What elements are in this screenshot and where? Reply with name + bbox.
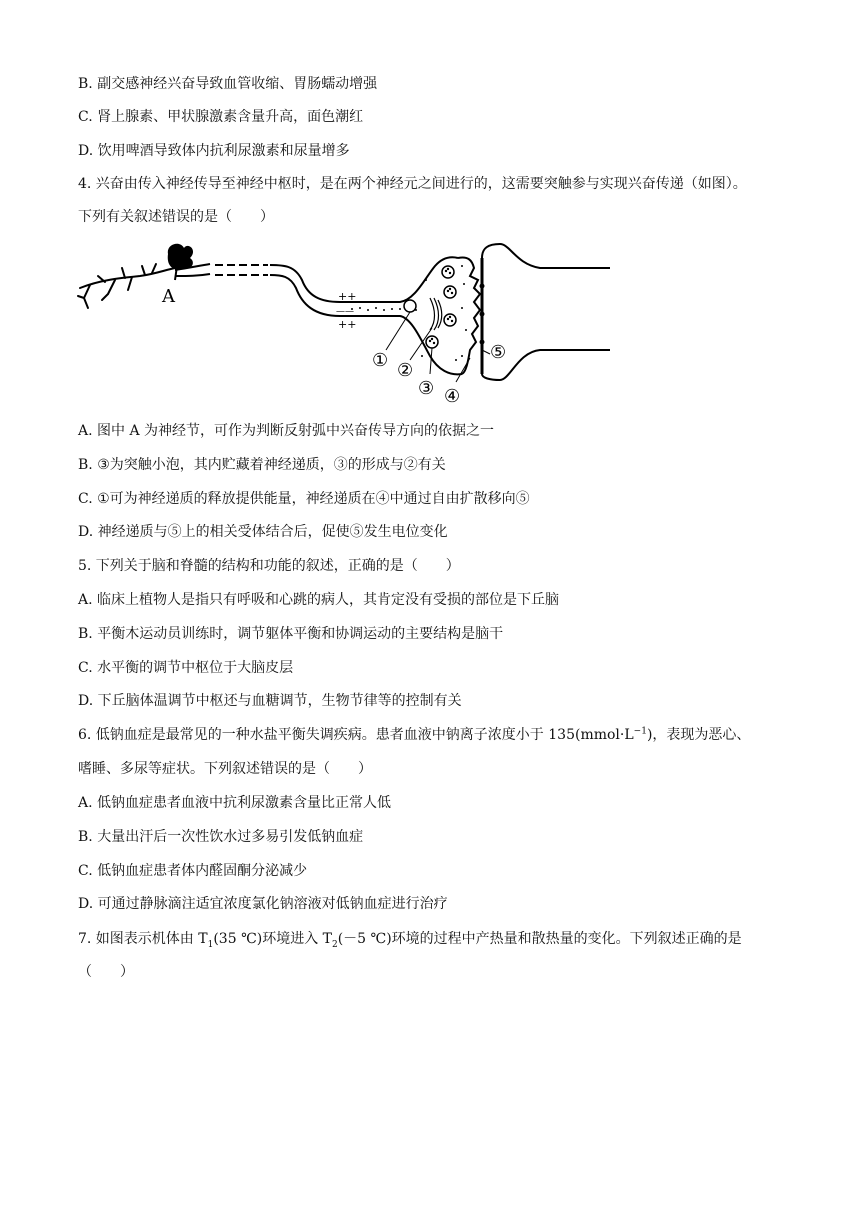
q4-option-d: D. 神经递质与⑤上的相关受体结合后，促使⑤发生电位变化 xyxy=(78,524,448,540)
axon-upper xyxy=(270,257,458,302)
cell-body xyxy=(168,244,193,270)
q5-option-a: A. 临床上植物人是指只有呼吸和心跳的病人，其肯定没有受损的部位是下丘脑 xyxy=(78,592,560,608)
charge-pos-bottom: ++ xyxy=(338,318,357,331)
q6-option-a: A. 低钠血症患者血液中抗利尿激素含量比正常人低 xyxy=(78,795,392,811)
marker-4: ④ xyxy=(444,386,461,407)
q7-t1-subscript: 1 xyxy=(207,939,214,950)
dendrites xyxy=(78,264,175,308)
q7-stem-part3: (－5 ℃)环境的过程中产热量和散热量的变化。下列叙述正确的是 xyxy=(337,931,742,947)
q4-option-c: C. ①可为神经递质的释放提供能量，神经递质在④中通过自由扩散移向⑤ xyxy=(78,491,530,507)
synapse-diagram xyxy=(70,238,615,413)
q7-t2-subscript: 2 xyxy=(331,939,338,950)
q6-option-b: B. 大量出汗后一次性饮水过多易引发低钠血症 xyxy=(78,829,364,845)
q4-option-b: B. ③为突触小泡，其内贮藏着神经递质，③的形成与②有关 xyxy=(78,457,446,473)
q5-option-d: D. 下丘脑体温调节中枢还与血糖调节，生物节律等的控制有关 xyxy=(78,693,462,709)
q5-stem: 5. 下列关于脑和脊髓的结构和功能的叙述，正确的是（ ） xyxy=(78,558,460,574)
q6-stem-superscript: −1 xyxy=(633,726,647,737)
marker-1: ① xyxy=(372,350,389,371)
marker-2: ② xyxy=(397,360,414,381)
q3-option-c: C. 肾上腺素、甲状腺激素含量升高，面色潮红 xyxy=(78,109,364,125)
q6-stem-line2: 嗜睡、多尿等症状。下列叙述错误的是（ ） xyxy=(78,761,372,777)
label-a: A xyxy=(162,286,175,307)
charge-neg-top: —— xyxy=(336,307,354,317)
golgi-apparatus xyxy=(430,298,442,330)
q6-stem-line1 xyxy=(78,725,750,745)
q5-option-c: C. 水平衡的调节中枢位于大脑皮层 xyxy=(78,660,294,676)
q4-option-a: A. 图中 A 为神经节，可作为判断反射弧中兴奋传导方向的依据之一 xyxy=(78,423,495,439)
q4-stem-line1: 4. 兴奋由传入神经传导至神经中枢时，是在两个神经元之间进行的，这需要突触参与实现兴奋传递（如图）。 xyxy=(78,176,747,192)
synaptic-vesicles xyxy=(404,266,456,348)
q7-stem-line2: （ ） xyxy=(78,964,134,980)
charge-pos-top: ++ xyxy=(338,290,357,303)
q7-stem-part2: (35 ℃)环境进入 T xyxy=(213,931,332,947)
q6-option-d: D. 可通过静脉滴注适宜浓度氯化钠溶液对低钠血症进行治疗 xyxy=(78,896,448,912)
marker-5: ⑤ xyxy=(490,342,507,363)
q6-option-c: C. 低钠血症患者体内醛固酮分泌减少 xyxy=(78,863,308,879)
q7-stem-line1 xyxy=(78,929,742,949)
q3-option-d: D. 饮用啤酒导致体内抗利尿激素和尿量增多 xyxy=(78,143,350,159)
q6-stem-line1-b: )，表现为恶心、 xyxy=(646,727,751,743)
q4-stem-line2: 下列有关叙述错误的是（ ） xyxy=(78,209,274,225)
q6-stem-line1-a: 6. 低钠血症是最常见的一种水盐平衡失调疾病。患者血液中钠离子浓度小于 135(mmol·L xyxy=(78,727,634,743)
q5-option-b: B. 平衡木运动员训练时，调节躯体平衡和协调运动的主要结构是脑干 xyxy=(78,626,504,642)
marker-3: ③ xyxy=(418,378,435,399)
axon-lower-left xyxy=(175,274,210,276)
q7-stem-part1: 7. 如图表示机体由 T xyxy=(78,931,208,947)
q3-option-b: B. 副交感神经兴奋导致血管收缩、胃肠蠕动增强 xyxy=(78,76,378,92)
